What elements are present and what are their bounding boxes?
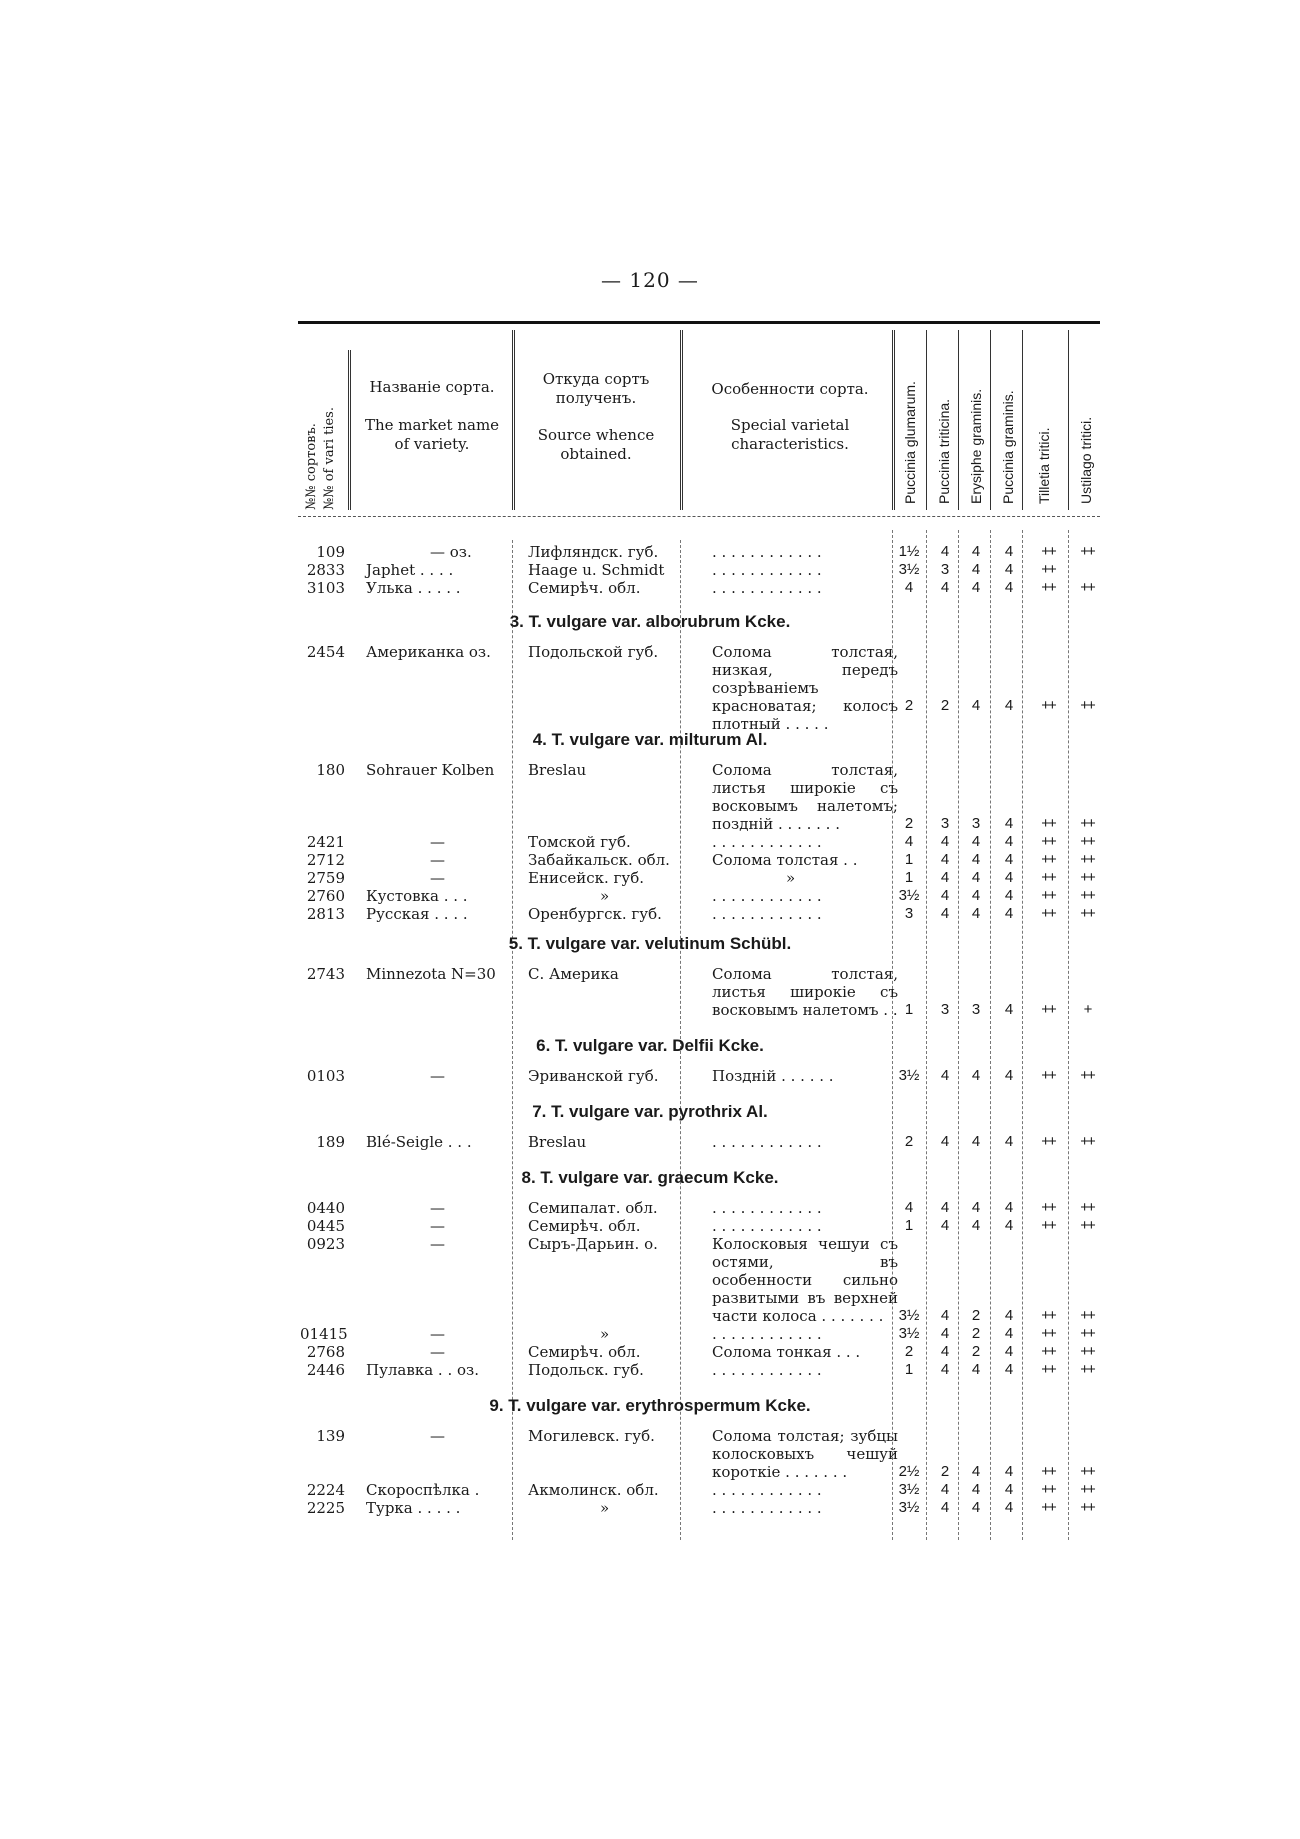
- header-char-ru: Особенности сорта.: [711, 380, 869, 398]
- table-row-values: 2 2 4 4 ++ ++: [904, 697, 1094, 714]
- table-row: 180 Sohrauer Kolben Breslau: [316, 761, 587, 779]
- col-divider: [1022, 330, 1023, 510]
- col-divider: [512, 330, 515, 510]
- characteristics-text: Солома толстая; зубцы колосковыхъ чешуй короткіе . . . . . . .: [712, 1427, 898, 1481]
- table-row: 2743 Minnezota N=30 С. Америка: [306, 965, 619, 983]
- table-row: 2813 Русская . . . . Оренбургск. губ. . . . . . . . . . . . . 3 4 4 4 ++ ++: [306, 905, 1094, 923]
- col-divider: [990, 530, 991, 1540]
- col-divider: [958, 530, 959, 1540]
- header-source-ru: Откуда сортъ полученъ.: [542, 370, 650, 407]
- col-divider: [1068, 530, 1069, 1540]
- header-source-en: Source whence obtained.: [537, 426, 655, 463]
- characteristics-text: Солома толстая, листья широкіе съ восковымъ налетомъ; поздній . . . . . . .: [712, 761, 898, 833]
- section-title: 8. T. vulgare var. graecum Kcke.: [521, 1168, 779, 1187]
- section-title: 3. T. vulgare var. alborubrum Kcke.: [509, 612, 791, 631]
- header-puccinia-glumarum: Puccinia glumarum.: [902, 381, 918, 504]
- top-rule: [298, 321, 1100, 324]
- section-title: 6. T. vulgare var. Delfii Kcke.: [536, 1036, 764, 1055]
- table-row: 139 — Могилевск. губ.: [316, 1427, 655, 1445]
- header-rule: [298, 516, 1100, 517]
- section-title: 4. T. vulgare var. milturum Al.: [532, 730, 768, 749]
- table-row-values: 2 3 3 4 ++ ++: [904, 815, 1094, 832]
- header-puccinia-graminis: Puccinia graminis.: [1000, 390, 1016, 504]
- header-puccinia-triticina: Puccinia triticina.: [936, 398, 952, 504]
- header-tilletia-tritici: Tilletia tritici.: [1036, 427, 1052, 504]
- header-ustilago-tritici: Ustilago tritici.: [1078, 416, 1094, 504]
- col-divider: [958, 330, 959, 510]
- table-row: 0445 — Семирѣч. обл. . . . . . . . . . . . . 1 4 4 4 ++ ++: [306, 1217, 1094, 1235]
- table-row: 01415 — » . . . . . . . . . . . . 3½ 4 2 4 ++ ++: [300, 1325, 1094, 1343]
- characteristics-text: Солома толстая, листья широкіе съ восковымъ налетомъ . .: [712, 965, 898, 1019]
- header-name-en: The market name of variety.: [364, 416, 500, 453]
- col-divider: [926, 530, 927, 1540]
- table-row-values: 1 3 3 4 ++ +: [904, 1001, 1091, 1018]
- table-row: 2454 Американка оз. Подольской губ.: [306, 643, 659, 661]
- page-number: — 120 —: [601, 268, 699, 292]
- header-erysiphe-graminis: Erysiphe graminis.: [968, 388, 984, 504]
- table-row: 109 — оз. Лифляндск. губ. . . . . . . . . . . . . 1½ 4 4 4 ++ ++: [316, 543, 1094, 561]
- header-name-ru: Названіе сорта.: [369, 378, 495, 396]
- table-row: 0440 — Семипалат. обл. . . . . . . . . . . . . 4 4 4 4 ++ ++: [306, 1199, 1094, 1217]
- table-row: 3103 Улька . . . . . Семирѣч. обл. . . . . . . . . . . . . 4 4 4 4 ++ ++: [306, 579, 1094, 597]
- table-row: 2759 — Енисейск. губ. » 1 4 4 4 ++ ++: [306, 869, 1094, 887]
- table-row-values: 2½ 2 4 4 ++ ++: [898, 1463, 1094, 1480]
- characteristics-text: Солома толстая, низкая, передъ созрѣваніемъ красноватая; колосъ плотный . . . . .: [712, 643, 898, 733]
- header-no-ru: №№ сортовъ.: [304, 423, 319, 510]
- col-divider: [680, 330, 683, 510]
- characteristics-text: Колосковыя чешуи съ остями, въ особенности сильно развитыми въ верхней части колоса . . . . . . .: [712, 1235, 898, 1325]
- section-title: 9. T. vulgare var. erythrospermum Kcke.: [489, 1396, 811, 1415]
- section-title: 7. T. vulgare var. pyrothrix Al.: [532, 1102, 768, 1121]
- table-row: 2760 Кустовка . . . » . . . . . . . . . . . . 3½ 4 4 4 ++ ++: [306, 887, 1094, 905]
- section-title: 5. T. vulgare var. velutinum Schübl.: [508, 934, 792, 953]
- col-divider: [926, 330, 927, 510]
- col-divider: [1022, 530, 1023, 1540]
- table-row: 0923 — Сыръ-Дарьин. о.: [306, 1235, 658, 1253]
- header-char-en: Special varietal characteristics.: [730, 416, 850, 453]
- table-row: 2446 Пулавка . . оз. Подольск. губ. . . . . . . . . . . . . 1 4 4 4 ++ ++: [306, 1361, 1094, 1379]
- header-no-en: №№ of vari ties.: [322, 407, 337, 510]
- table-row: 189 Blé-Seigle . . . Breslau . . . . . . . . . . . . 2 4 4 4 ++ ++: [316, 1133, 1094, 1151]
- col-divider: [990, 330, 991, 510]
- table-row: 2712 — Забайкальск. обл. Солома толстая . . 1 4 4 4 ++ ++: [306, 851, 1094, 869]
- col-divider: [892, 330, 895, 510]
- table-row-values: 3½ 4 2 4 ++ ++: [898, 1307, 1094, 1324]
- table-row: 2224 Скороспѣлка . Акмолинск. обл. . . . . . . . . . . . . 3½ 4 4 4 ++ ++: [306, 1481, 1094, 1499]
- table-row: 2833 Japhet . . . . Haage u. Schmidt . . . . . . . . . . . . 3½ 3 4 4 ++: [306, 561, 1055, 579]
- col-divider: [1068, 330, 1069, 510]
- col-divider: [348, 350, 351, 510]
- table-row: 2768 — Семирѣч. обл. Солома тонкая . . . 2 4 2 4 ++ ++: [306, 1343, 1094, 1361]
- table-row: 2421 — Томской губ. . . . . . . . . . . . . 4 4 4 4 ++ ++: [306, 833, 1094, 851]
- table-row: 2225 Турка . . . . . » . . . . . . . . . . . . 3½ 4 4 4 ++ ++: [306, 1499, 1094, 1517]
- table-row: 0103 — Эриванской губ. Поздній . . . . . . 3½ 4 4 4 ++ ++: [306, 1067, 1094, 1085]
